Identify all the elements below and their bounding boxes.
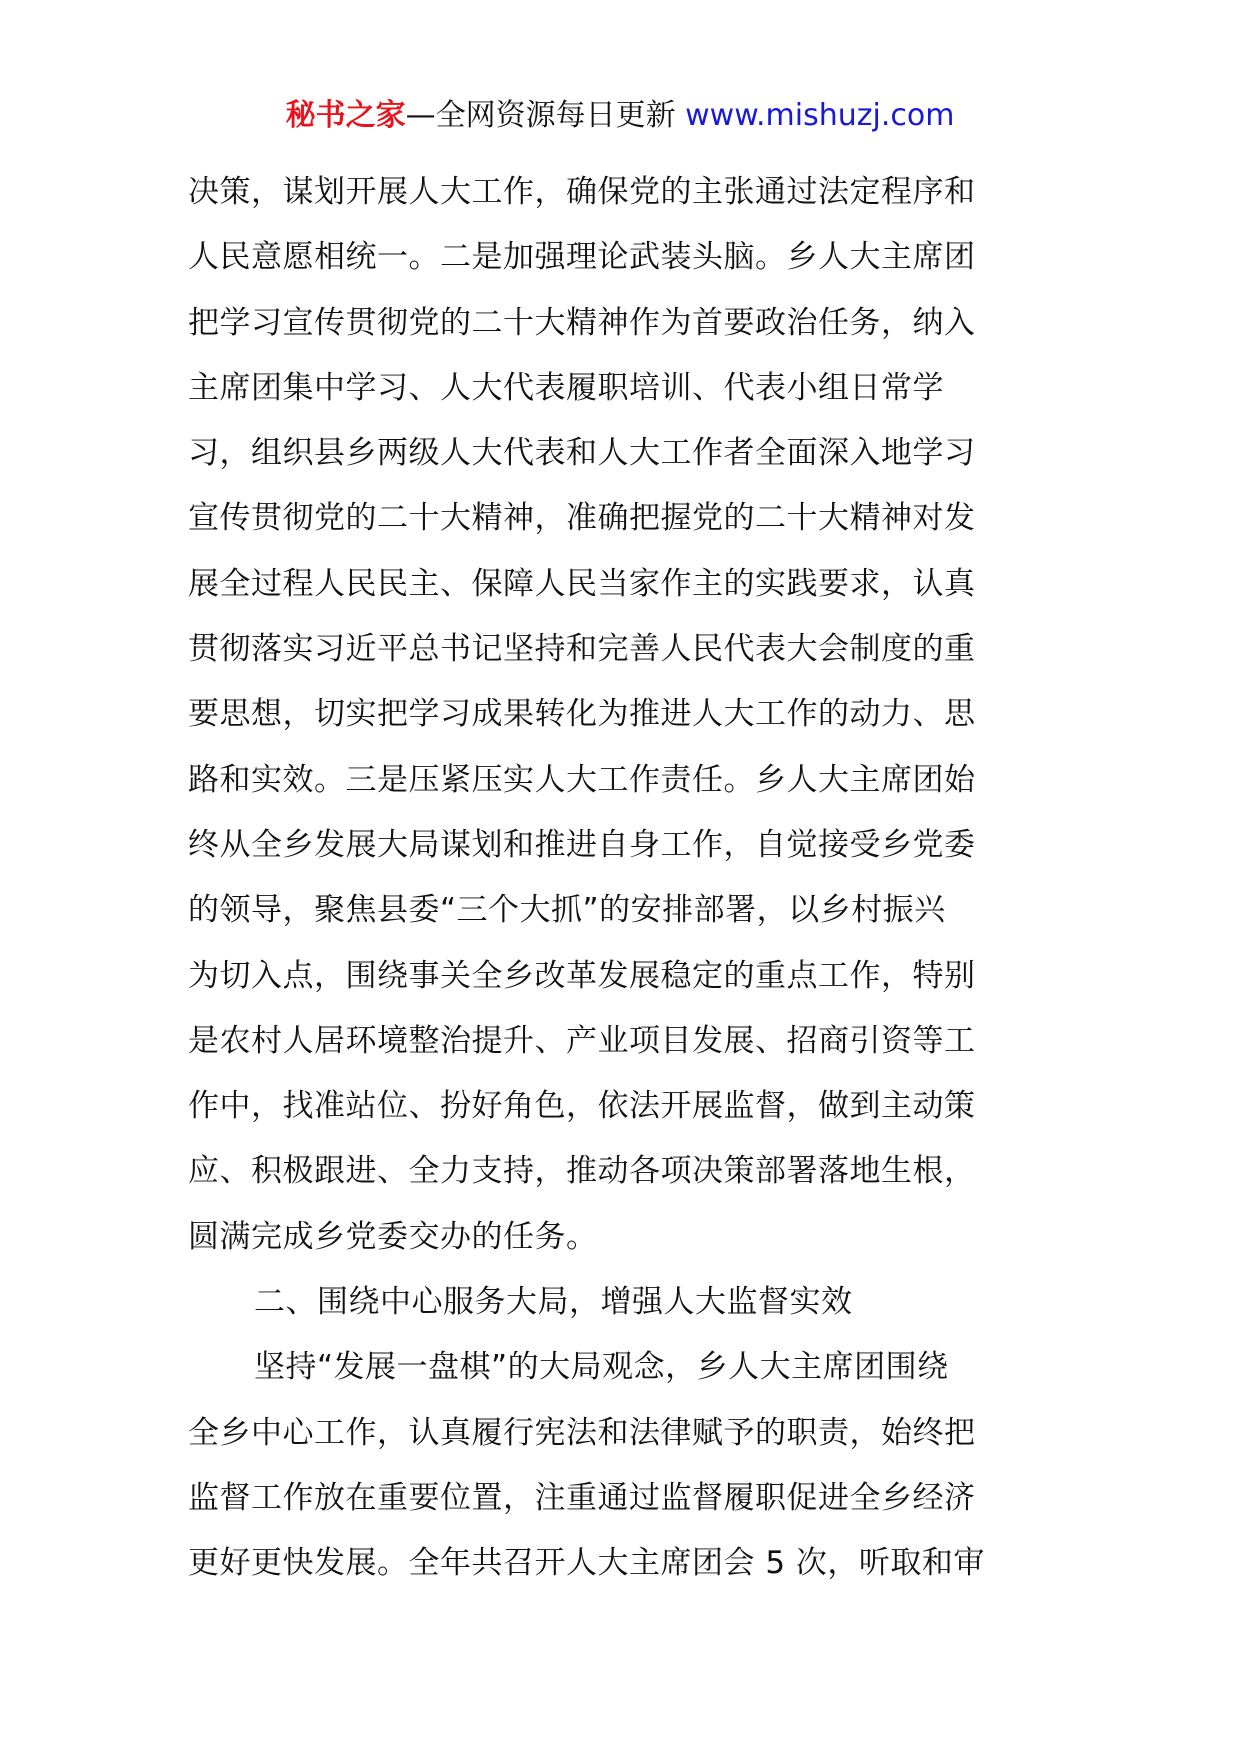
site-tagline: —全网资源每日更新 (405, 98, 676, 133)
site-url-link[interactable]: www.mishuzj.com (685, 98, 955, 133)
body-line: 要思想，切实把学习成果转化为推进人大工作的动力、思 (188, 696, 976, 733)
body-line: 是农村人居环境整治提升、产业项目发展、招商引资等工 (188, 1022, 976, 1059)
body-line: 坚持“发展一盘棋”的大局观念，乡人大主席团围绕 (254, 1349, 949, 1386)
body-line: 展全过程人民民主、保障人民当家作主的实践要求，认真 (188, 565, 976, 602)
body-line: 全乡中心工作，认真履行宪法和法律赋予的职责，始终把 (188, 1414, 976, 1451)
body-line: 贯彻落实习近平总书记坚持和完善人民代表大会制度的重 (188, 631, 976, 668)
document-body (188, 160, 1068, 1597)
body-line: 监督工作放在重要位置，注重通过监督履职促进全乡经济 (188, 1479, 976, 1516)
body-line: 的领导，聚焦县委“三个大抓”的安排部署，以乡村振兴 (188, 892, 946, 929)
body-line: 决策，谋划开展人大工作，确保党的主张通过法定程序和 (188, 174, 976, 210)
body-line: 主席团集中学习、人大代表履职培训、代表小组日常学 (188, 369, 944, 406)
body-line: 把学习宣传贯彻党的二十大精神作为首要政治任务，纳入 (188, 304, 976, 341)
body-line: 终从全乡发展大局谋划和推进自身工作，自觉接受乡党委 (188, 826, 976, 863)
body-line: 更好更快发展。全年共召开人大主席团会 5 次，听取和审 (188, 1545, 985, 1582)
site-brand: 秘书之家 (285, 98, 406, 133)
body-line: 人民意愿相统一。二是加强理论武装头脑。乡人大主席团 (188, 239, 976, 276)
body-line: 习，组织县乡两级人大代表和人大工作者全面深入地学习 (188, 435, 976, 472)
body-line: 圆满完成乡党委交办的任务。 (188, 1218, 598, 1255)
section-heading: 二、围绕中心服务大局，增强人大监督实效 (254, 1284, 853, 1321)
body-line: 为切入点，围绕事关全乡改革发展稳定的重点工作，特别 (188, 957, 976, 994)
site-header (0, 96, 1240, 136)
body-line: 应、积极跟进、全力支持，推动各项决策部署落地生根， (188, 1153, 976, 1190)
body-line: 作中，找准站位、扮好角色，依法开展监督，做到主动策 (188, 1088, 976, 1125)
body-line: 路和实效。三是压紧压实人大工作责任。乡人大主席团始 (188, 761, 976, 798)
body-line: 宣传贯彻党的二十大精神，准确把握党的二十大精神对发 (188, 500, 976, 537)
